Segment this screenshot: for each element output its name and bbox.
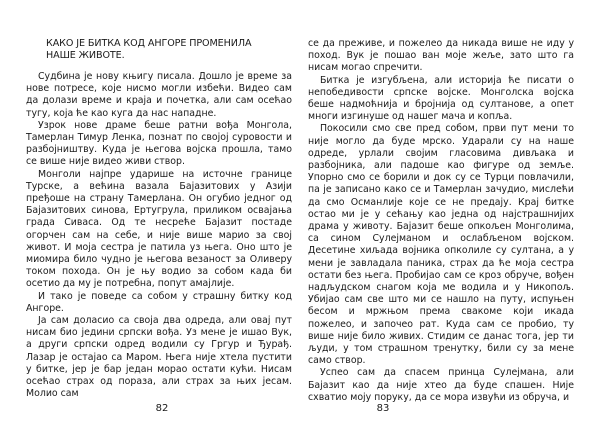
chapter-heading-line: КАКО ЈЕ БИТКА КОД АНГОРЕ ПРОМЕНИЛА: [46, 38, 252, 49]
paragraph: Битка је изгубљена, али историја ће писати о непобедивости српске војске. Монголска војска беше надмоћнија и бројнија од султанове, а опет многи изгинуше од нашег мача и копља.: [308, 74, 574, 123]
paragraph: се да преживе, и пожелео да никада више не иду у поход. Вук је пошао ван моје жеље, зато што га нисам могао спречити.: [308, 38, 574, 74]
page-number: 82: [155, 403, 169, 414]
right-text-column: [308, 38, 574, 404]
paragraph: И тако је поведе са собом у страшну битку код Ангоре.: [26, 290, 292, 314]
left-text-column: [26, 38, 292, 400]
right-page: [300, 0, 600, 424]
paragraph: Монголи најпре ударише на источне границе Турске, а већина вазала Бајазитових у Азији пређоше на страну Тамерлана. Он огубио једног од Бајазитових синова, Ертугрула, приликом освајања града Сиваса. Од те несреће Бајазит постаде огорчен сам на себе, и није више марио за свој живот. И моја сестра је патила уз њега. Оно што је миомира било чудно је његова везаност за Оливеру током похода. Он је њу водио за собом када би осетио да му је потребна, попут амајлије.: [26, 168, 292, 290]
paragraph: Покосили смо све пред собом, први пут мени то није могло да буде мрско. Ударали су на наше одреде, урлали својим гласовима дивљака и разбојника, али падоше као фигуре од земље. Упорно смо се борили и док су се Турци повлачили, па је записано како се и Тамерлан зачудио, мислећи да смо Османлије које се не предају. Крај битке остао ми је у сећању као једна од најстрашнијих драма у животу. Бајазит беше опкољен Монголима, са сином Сулејманом и ослабљеном војском. Десетине хиљада војника опколиле су султана, а у мени је завладала паника, страх да ће моја сестра остати без њега. Пробијао сам се кроз обруче, вођен надљудском снагом која ме водила и у Никопољ. Убијао сам све што ми се нашло на путу, испуњен бесом и мржњом према свакоме који икада пожелео, и започео рат. Куда сам се пробио, ту више није било живих. Стидим се данас тога, јер ти људи, у том страшном тренутку, били су за мене само створ.: [308, 123, 574, 367]
chapter-heading: [46, 38, 286, 62]
paragraph: Ја сам доласио са својa два одреда, али овај пут нисам био једини српски вођа. Уз мене је ишао Вук, а други српски одред водили су Гргур и Ђурађ. Лазар је остајао са Маром. Њега није хтела пустити у битке, јер је бар један морао остати кући. Нисам осећао страх од пораза, али страх за њих јесам. Молио сам: [26, 315, 292, 400]
paragraph: Узрок нове драме беше ратни вођа Монгола, Тамерлан Тимур Ленка, познат по својој суровости и разбојништву. Куда је његова војска прошла, тамо се више није видео живи створ.: [26, 119, 292, 168]
paragraph: Судбина је нову књигу писала. Дошло је време за нове потресе, које нисмо могли избећи. Видео сам да долази време и краја и почетка, али сам осећао тугу, која ће као кугa да нас нападне.: [26, 71, 292, 119]
paragraph: Успео сам да спасем принца Сулејмана, али Бајазит као да није хтео да буде спашен. Није схватио моју поруку, да се мора извући из обруча, и: [308, 367, 574, 403]
chapter-heading-line: НАШЕ ЖИВОТЕ.: [46, 50, 125, 61]
page-number: 83: [376, 403, 390, 414]
